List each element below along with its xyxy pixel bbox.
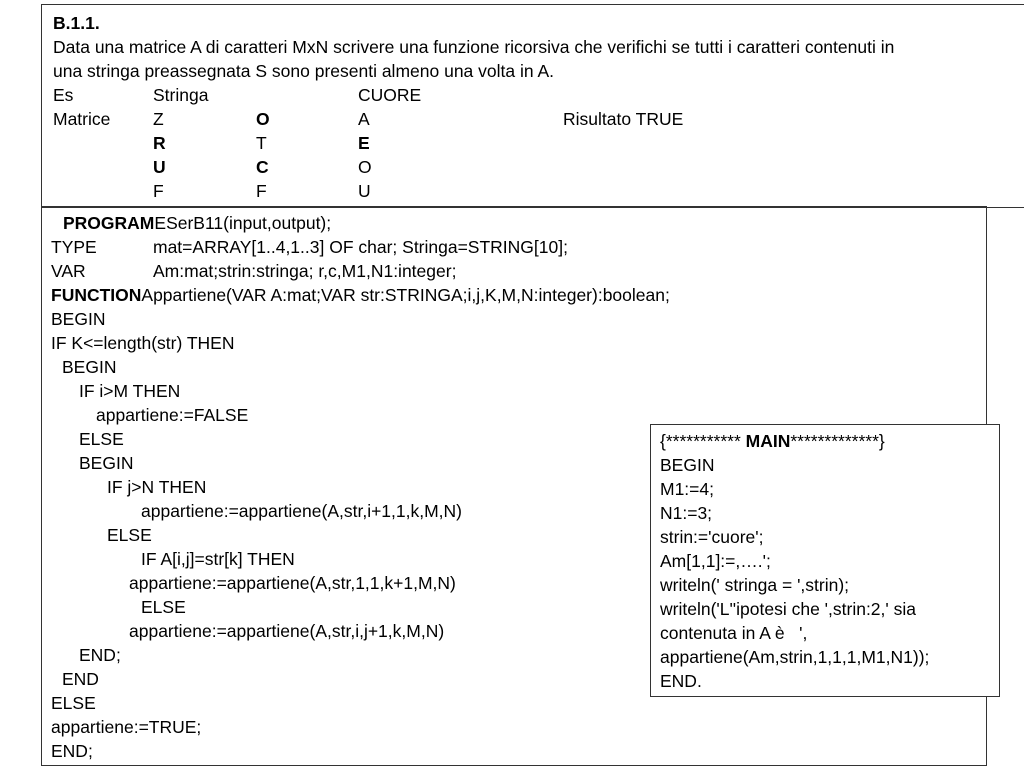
- matrix-cell: U: [358, 181, 371, 201]
- code-line: END;: [51, 741, 93, 761]
- code-line: IF K<=length(str) THEN: [51, 333, 235, 353]
- code-line: appartiene:=TRUE;: [51, 717, 202, 737]
- main-code-line: Am[1,1]:=,….';: [660, 551, 771, 571]
- matrix-cell: C: [256, 157, 269, 177]
- main-program-box: [650, 424, 1000, 697]
- matrix-cell: F: [256, 181, 267, 201]
- var-keyword: VAR: [51, 261, 86, 281]
- program-keyword: PROGRAM: [63, 213, 155, 233]
- main-code-line: M1:=4;: [660, 479, 714, 499]
- code-line: ELSE: [51, 693, 96, 713]
- main-code-line: writeln(' stringa = ',strin);: [660, 575, 850, 595]
- matrice-label: Matrice: [53, 109, 111, 129]
- main-code-line: N1:=3;: [660, 503, 713, 523]
- type-keyword: TYPE: [51, 237, 97, 257]
- code-line: IF A[i,j]=str[k] THEN: [141, 549, 295, 569]
- matrix-cell: E: [358, 133, 370, 153]
- code-line: ELSE: [79, 429, 124, 449]
- example-label: Es: [53, 85, 74, 105]
- main-code-line: writeln('L''ipotesi che ',strin:2,' sia: [660, 599, 916, 619]
- var-declaration: Am:mat;strin:stringa; r,c,M1,N1:integer;: [153, 261, 457, 281]
- stringa-label: Stringa: [153, 85, 209, 105]
- code-line: appartiene:=FALSE: [96, 405, 249, 425]
- code-line: END: [62, 669, 99, 689]
- main-code-line: BEGIN: [660, 455, 715, 475]
- main-header-suffix: *************}: [790, 431, 885, 451]
- function-line: [51, 283, 670, 307]
- matrix-cell: R: [153, 133, 166, 153]
- code-line: appartiene:=appartiene(A,str,i,j+1,k,M,N): [129, 621, 445, 641]
- stringa-value: CUORE: [358, 85, 422, 105]
- program-line: [63, 211, 331, 235]
- type-declaration: mat=ARRAY[1..4,1..3] OF char; Stringa=STRING[10];: [153, 237, 568, 257]
- code-line: BEGIN: [79, 453, 134, 473]
- main-code-line: appartiene(Am,strin,1,1,1,M1,N1));: [660, 647, 930, 667]
- code-line: BEGIN: [62, 357, 117, 377]
- code-line: END;: [79, 645, 121, 665]
- matrix-cell: A: [358, 109, 370, 129]
- main-keyword: MAIN: [745, 431, 791, 451]
- result-text: Risultato TRUE: [563, 109, 684, 129]
- matrix-cell: Z: [153, 109, 164, 129]
- program-declaration: ESerB11(input,output);: [154, 213, 332, 233]
- problem-text-line-1: Data una matrice A di caratteri MxN scrivere una funzione ricorsiva che verifichi se tutti i caratteri contenuti in: [53, 37, 895, 57]
- code-line: ELSE: [107, 525, 152, 545]
- function-signature: Appartiene(VAR A:mat;VAR str:STRINGA;i,j,K,M,N:integer):boolean;: [141, 285, 670, 305]
- main-code-line: contenuta in A è ',: [660, 623, 808, 643]
- main-code-line: END.: [660, 671, 702, 691]
- matrix-cell: F: [153, 181, 164, 201]
- matrix-cell: O: [358, 157, 372, 177]
- main-code-line: strin:='cuore';: [660, 527, 764, 547]
- code-line: appartiene:=appartiene(A,str,1,1,k+1,M,N): [129, 573, 456, 593]
- code-line: IF j>N THEN: [107, 477, 207, 497]
- code-line: appartiene:=appartiene(A,str,i+1,1,k,M,N): [141, 501, 463, 521]
- main-header-prefix: {***********: [660, 431, 746, 451]
- code-line: BEGIN: [51, 309, 106, 329]
- matrix-cell: T: [256, 133, 267, 153]
- problem-statement-box: [41, 4, 1024, 208]
- code-line: ELSE: [141, 597, 186, 617]
- problem-title: B.1.1.: [53, 13, 100, 33]
- matrix-cell: U: [153, 157, 166, 177]
- main-header: [660, 429, 885, 453]
- problem-text-line-2: una stringa preassegnata S sono presenti almeno una volta in A.: [53, 61, 555, 81]
- matrix-cell: O: [256, 109, 270, 129]
- function-keyword: FUNCTION: [51, 285, 142, 305]
- code-line: IF i>M THEN: [79, 381, 181, 401]
